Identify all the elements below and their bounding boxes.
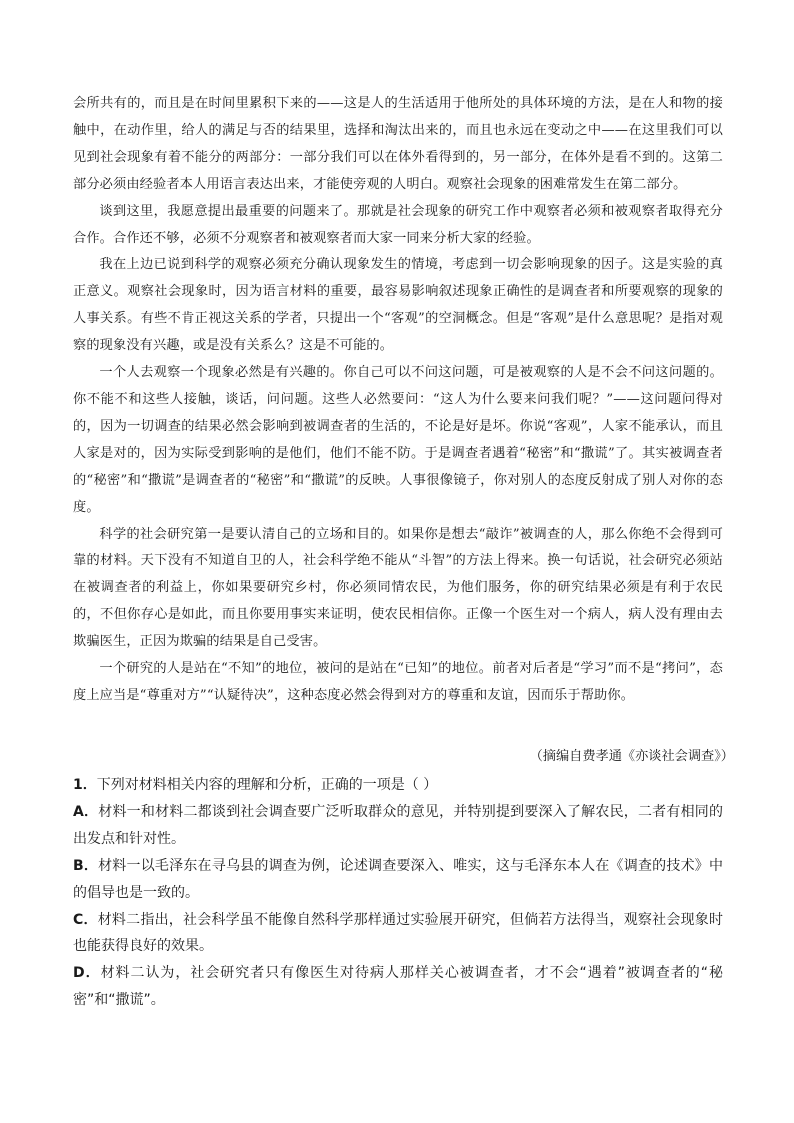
passage-paragraph: 一个研究的人是站在“不知”的地位，被问的是站在“已知”的地位。前者对后者是“学习”而不是“拷问”，态度上应当是“尊重对方”“认疑待决”，这种态度必然会得到对方的尊重和友谊，因而乐于帮助你。 (73, 661, 723, 703)
question-stem: 下列对材料相关内容的理解和分析，正确的一项是（ ） (96, 777, 438, 793)
option-letter: A． (73, 803, 99, 820)
option-text: 材料一以毛泽东在寻乌县的调查为例，论述调查要深入、唯实，这与毛泽东本人在《调查的技术》中的倡导也是一致的。 (73, 857, 724, 901)
option-text: 材料二认为，社会研究者只有像医生对待病人那样关心被调查者，才不会“遇着”被调查者的“秘密”和“撒谎”。 (73, 965, 723, 1009)
question-number: 1． (73, 777, 97, 793)
option-text: 材料二指出，社会科学虽不能像自然科学那样通过实验展开研究，但倘若方法得当，观察社会现象时也能获得良好的效果。 (73, 911, 724, 955)
option-b[interactable] (73, 853, 723, 907)
option-d[interactable] (73, 960, 723, 1014)
option-a[interactable] (73, 799, 723, 853)
reading-passage (73, 91, 723, 710)
option-text: 材料一和材料二都谈到社会调查要广泛听取群众的意见，并特别提到要深入了解农民，二者有相同的出发点和针对性。 (73, 803, 723, 847)
option-letter: C． (73, 911, 98, 928)
question-stem-line (73, 772, 723, 799)
option-c[interactable] (73, 907, 723, 961)
passage-source-citation: （摘编自费孝通《亦谈社会调查》） (529, 749, 734, 764)
passage-paragraph: 科学的社会研究第一是要认清自己的立场和目的。如果你是想去“敲诈”被调查的人，那么你绝不会得到可靠的材料。天下没有不知道自卫的人，社会科学绝不能从“斗智”的方法上得来。换一句话说，社会研究必须站在被调查者的利益上，你如果要研究乡村，你必须同情农民，为他们服务，你的研究结果必须是有利于农民的，不但你存心是如此，而且你要用事实来证明，使农民相信你。正像一个医生对一个病人，病人没有理由去欺骗医生，正因为欺骗的结果是自己受害。 (73, 526, 723, 650)
passage-paragraph: 谈到这里，我愿意提出最重要的问题来了。那就是社会现象的研究工作中观察者必须和被观察者取得充分合作。合作还不够，必须不分观察者和被观察者而大家一同来分析大家的经验。 (73, 203, 723, 246)
passage-paragraph: 一个人去观察一个现象必然是有兴趣的。你自己可以不问这问题，可是被观察的人是不会不问这问题的。你不能不和这些人接触，谈话，问问题。这些人必然要问：“这人为什么要来问我们呢？”——这问题问得对的，因为一切调查的结果必然会影响到被调查者的生活的，不论是好是坏。你说“客观”，人家不能承认，而且人家是对的，因为实际受到影响的是他们，他们不能不防。于是调查者遇着“秘密”和“撒谎”了。其实被调查者的“秘密”和“撒谎”是调查者的“秘密”和“撒谎”的反映。人事很像镜子，你对别人的态度反射成了别人对你的态度。 (73, 365, 723, 515)
passage-paragraph: 会所共有的，而且是在时间里累积下来的——这是人的生活适用于他所处的具体环境的方法，是在人和物的接触中，在动作里，给人的满足与否的结果里，选择和淘汰出来的，而且也永远在变动之中——在这里我们可以见到社会现象有着不能分的两部分：一部分我们可以在体外看得到的，另一部分，在体外是看不到的。这第二部分必须由经验者本人用语言表达出来，才能使旁观的人明白。观察社会现象的困难常发生在第二部分。 (73, 96, 723, 192)
question-block (73, 772, 723, 1014)
option-letter: D． (73, 965, 101, 982)
passage-paragraph: 我在上边已说到科学的观察必须充分确认现象发生的情境，考虑到一切会影响现象的因子。这是实验的真正意义。观察社会现象时，因为语言材料的重要，最容易影响叙述现象正确性的是调查者和所要观察的现象的人事关系。有些不肯正视这关系的学者，只提出一个“客观”的空洞概念。但是“客观”是什么意思呢？是指对观察的现象没有兴趣，或是没有关系么？这是不可能的。 (73, 257, 723, 354)
option-letter: B． (73, 857, 99, 874)
